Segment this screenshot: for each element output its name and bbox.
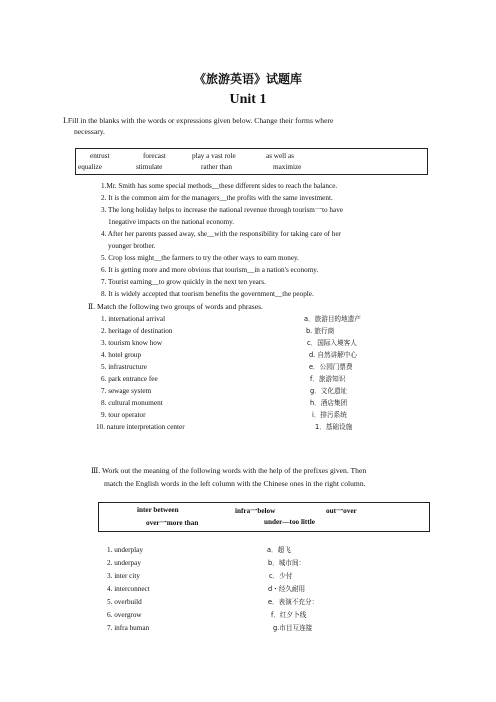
- section3-heading: Ⅲ. Work out the meaning of the following words with the help of the prefixes given. Then: [91, 466, 367, 475]
- word-box-item: forecast: [143, 152, 166, 160]
- prefix-right-item: f．红夕卜线: [271, 611, 307, 619]
- prefix-right-item: g.市目互连接: [273, 624, 313, 632]
- prefix-right-item: d・经久耐用: [268, 585, 306, 593]
- exercise-item: 3. The long holiday helps to increase the national revenue through tourism一to have: [101, 206, 343, 214]
- section1-heading: Ⅰ.Fill in the blanks with the words or expressions given below. Change their forms where: [63, 116, 334, 125]
- match-left-item: 4. hotel group: [101, 351, 142, 359]
- word-box-item: rather than: [201, 163, 232, 171]
- section2-heading: Ⅱ. Match the following two groups of words and phrases.: [88, 302, 263, 311]
- prefix-item: over一more than: [146, 519, 199, 527]
- exercise-item: 4. After her parents passed away, she__with the responsibility for taking care of her: [101, 230, 342, 238]
- prefix-right-item: b．城市间：: [268, 559, 306, 567]
- exercise-item: 6. It is getting more and more obvious that tourism__in a nation's economy.: [101, 266, 319, 274]
- match-right-item: f．旅游知识: [310, 375, 346, 383]
- word-box-item: as well as: [266, 152, 294, 160]
- match-left-item: 1. international arrival: [101, 315, 166, 323]
- match-right-item: g．文化遗址: [310, 387, 348, 395]
- match-left-item: 10. nature interpretation center: [96, 423, 185, 431]
- prefix-item: infra一below: [235, 507, 276, 515]
- prefix-right-item: c．少付: [269, 572, 293, 580]
- word-box-item: play a vast role: [192, 152, 236, 160]
- prefix-right-item: e．表演不充分：: [268, 598, 319, 606]
- prefix-left-item: 1. underplay: [107, 546, 143, 554]
- prefix-left-item: 5. overbuild: [107, 598, 142, 606]
- prefix-left-item: 7. infra human: [107, 624, 150, 632]
- match-right-item: b. 旅行商: [306, 327, 335, 335]
- match-left-item: 6. park entrance fee: [101, 375, 158, 383]
- word-box: [75, 148, 428, 175]
- exercise-item: 7. Tourist earning__to grow quickly in the next ten years.: [101, 278, 266, 286]
- match-right-item: a．旅游目的地遗产: [304, 315, 361, 323]
- match-left-item: 9. tour operator: [101, 411, 146, 419]
- prefix-left-item: 2. underpay: [107, 559, 141, 567]
- match-right-item: i．排污系统: [312, 411, 347, 419]
- exercise-item: 5. Crop loss might__the farmers to try the other ways to earn money.: [101, 254, 299, 262]
- section3-heading-cont: match the English words in the left column with the Chinese ones in the right column.: [104, 479, 366, 488]
- match-left-item: 7. sewage system: [101, 387, 152, 395]
- match-right-item: d. 自然讲解中心: [309, 351, 357, 359]
- prefix-item: under—too little: [264, 518, 315, 526]
- match-left-item: 5. infrastructure: [101, 363, 147, 371]
- match-left-item: 8. cultural monument: [101, 399, 163, 407]
- match-right-item: h．酒店集团: [310, 399, 348, 407]
- prefix-left-item: 4. interconnect: [107, 585, 150, 593]
- prefix-right-item: a．超飞: [267, 546, 291, 554]
- match-right-item: c．国际入境客人: [307, 339, 357, 347]
- word-box-item: equalize: [78, 163, 102, 171]
- prefix-item: inter between: [137, 506, 179, 514]
- exercise-item: 8. It is widely accepted that tourism benefits the government__the people.: [101, 290, 314, 298]
- unit-heading: Unit 1: [229, 92, 267, 107]
- exercise-item: 1.Mr. Smith has some special methods__these different sides to reach the balance.: [101, 182, 338, 190]
- word-box-item: entrust: [90, 152, 110, 160]
- exercise-item: 2. It is the common aim for the managers__the profits with the same investment.: [101, 194, 333, 202]
- exercise-item: 1negative impacts on the national economy.: [108, 218, 235, 226]
- word-box-item: maximize: [273, 163, 302, 171]
- match-right-item: 1．基础设施: [315, 423, 353, 431]
- exercise-item: younger brother.: [108, 242, 156, 250]
- prefix-left-item: 3. inter city: [107, 572, 140, 580]
- section1-heading-cont: necessary.: [74, 127, 105, 136]
- match-left-item: 3. tourism know how: [101, 339, 163, 347]
- match-left-item: 2. heritage of destination: [101, 327, 173, 335]
- match-right-item: e．公园门票费: [309, 363, 353, 371]
- word-box-item: stimulate: [136, 163, 163, 171]
- prefix-left-item: 6. overgrow: [107, 611, 142, 619]
- prefix-item: out一over: [326, 507, 357, 515]
- document-title: 《旅游英语》试题库: [193, 72, 302, 86]
